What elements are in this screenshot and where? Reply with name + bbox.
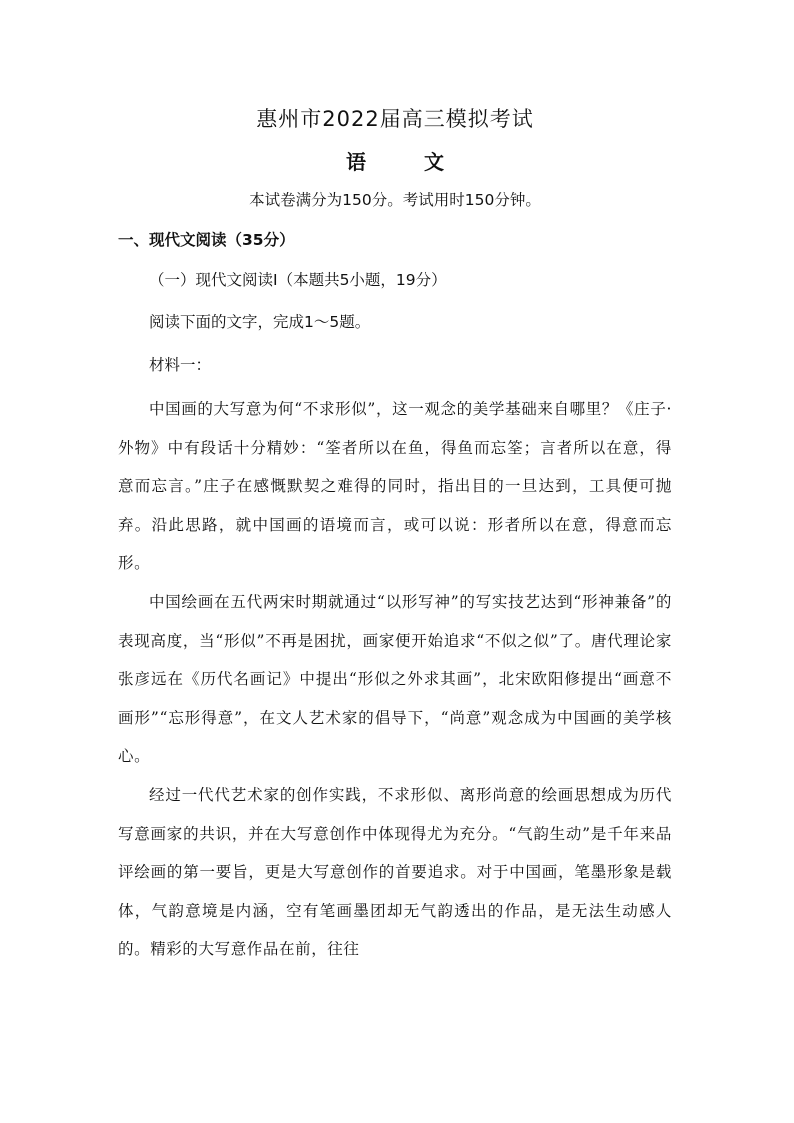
section-heading: 一、现代文阅读（35分） — [118, 231, 295, 249]
material-text — [118, 390, 672, 969]
paragraph-3: 经过一代代艺术家的创作实践，不求形似、离形尚意的绘画思想成为历代写意画家的共识，并在大写意创作中体现得尤为充分。“气韵生动”是千年来品评绘画的第一要旨，更是大写意创作的首要追求。对于中国画，笔墨形象是载体，气韵意境是内涵，空有笔画墨团却无气韵透出的作品，是无法生动感人的。精彩的大写意作品在前，往往 — [118, 785, 672, 959]
subject-title — [118, 148, 672, 176]
sub-section-heading: （一）现代文阅读Ⅰ（本题共5小题，19分） — [149, 271, 447, 289]
paragraph-2: 中国绘画在五代两宋时期就通过“以形写神”的写实技艺达到“形神兼备”的表现高度，当“形似”不再是困扰，画家便开始追求“不似之似”了。唐代理论家张彦远在《历代名画记》中提出“形似之外求其画”，北宋欧阳修提出“画意不画形”“忘形得意”，在文人艺术家的倡导下，“尚意”观念成为中国画的美学核心。 — [118, 592, 672, 766]
exam-title: 惠州市2022届高三模拟考试 — [256, 107, 534, 131]
subject-char-left: 语 — [346, 150, 366, 174]
subject-char-right: 文 — [424, 150, 444, 174]
reading-instruction: 阅读下面的文字，完成1～5题。 — [149, 313, 371, 331]
material-label: 材料一： — [149, 356, 212, 374]
exam-note: 本试卷满分为150分。考试用时150分钟。 — [249, 191, 541, 209]
paragraph-1: 中国画的大写意为何“不求形似”，这一观念的美学基础来自哪里？《庄子·外物》中有段话十分精妙：“筌者所以在鱼，得鱼而忘筌；言者所以在意，得意而忘言。”庄子在感慨默契之难得的同时，指出目的一旦达到，工具便可抛弃。沿此思路，就中国画的语境而言，或可以说：形者所以在意，得意而忘形。 — [118, 400, 672, 573]
